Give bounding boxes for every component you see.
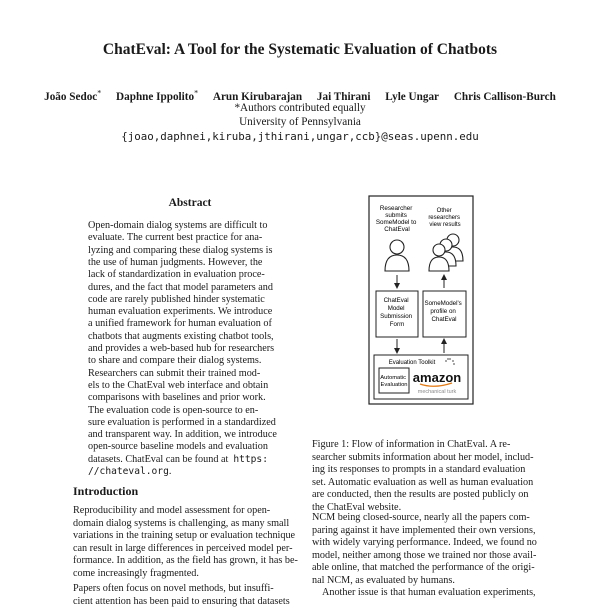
introduction-line: formance. In addition, as the field has grown, it has be- (73, 555, 298, 566)
automatic-evaluation-label: Automatic Evaluation (380, 375, 408, 388)
abstract-line: comparisons with baselines and prior work. (88, 392, 266, 404)
introduction-line: come increasingly fragmented. (73, 567, 199, 579)
author: Jai Thirani (316, 90, 371, 103)
right-column-last-line: Another issue is that human evaluation experiments, (322, 587, 536, 598)
right-column-line: with widely varying performance. Indeed, we found no (312, 537, 537, 548)
abstract-line: to share and compare their dialog systems. (88, 355, 262, 367)
author-emails: {joao,daphnei,kiruba,jthirani,ungar,ccb}@seas.upenn.edu (121, 130, 479, 143)
chateval-flow-figure (368, 195, 474, 405)
abstract-line: Researchers can submit their trained mod- (88, 367, 261, 379)
abstract-line: Open-domain dialog systems are difficult to (88, 220, 268, 231)
introduction-line: domain dialog systems is challenging, as many small (73, 517, 290, 529)
right-column-line: NCM being closed-source, nearly all the papers com- (312, 512, 530, 523)
chateval-url-prefix[interactable]: https: (233, 453, 268, 465)
abstract-line (88, 453, 268, 466)
author: Daphne Ippolito* (116, 88, 199, 103)
caption-line: searcher submits information about her model, includ- (312, 451, 534, 463)
abstract-line: the use of human judgments. However, the (88, 256, 263, 268)
abstract-line: The evaluation code is open-source to en- (88, 404, 259, 416)
chateval-url[interactable]: //chateval.org (88, 466, 169, 477)
abstract-line: dures, and the fact that model parameters and (88, 281, 273, 293)
researchers-group-icon (429, 234, 463, 271)
abstract-url-line: //chateval.org. (88, 466, 172, 477)
right-column-line: model, neither among those we trained nor those avail- (312, 549, 537, 561)
abstract-line-text: datasets. ChatEval can be found at (88, 453, 229, 465)
submission-form-label: ChatEval Model Submission Form (380, 297, 413, 328)
abstract-line: els to the ChatEval web interface and obtain (88, 379, 269, 391)
abstract-line: evaluate. The current best practice for ana- (88, 232, 263, 244)
other-researchers-label: Other researchers view results (428, 208, 461, 228)
introduction-line: Reproducibility and model assessment for open- (73, 505, 271, 516)
author: João Sedoc* (44, 88, 102, 103)
introduction-line: can result in large differences in perceived model per- (73, 542, 293, 554)
introduction-line: variations in the training setup or evaluation technique (73, 530, 296, 541)
abstract-line: sure evaluation is performed in a standardized (88, 416, 276, 428)
author: Lyle Ungar (385, 90, 440, 103)
abstract-line: open-source baseline models and evaluation (88, 441, 268, 453)
caption-line: are conducted, then the results are posted publicly on (312, 489, 529, 500)
abstract-line: and provides a web-based hub for researchers (88, 343, 275, 354)
author-list (0, 88, 600, 103)
researcher-label: Researcher submits SomeModel to ChatEval (375, 205, 417, 233)
caption-line: set. Automatic evaluation as well as human evaluation (312, 476, 534, 488)
introduction-line: Papers often focus on novel methods, but insuffi- (73, 583, 274, 594)
author: Arun Kirubarajan (212, 90, 303, 103)
right-column-line: able online, that matched the performance of the origi- (312, 562, 535, 573)
evaluation-toolkit-label: Evaluation Toolkit (388, 360, 436, 366)
caption-line: Figure 1: Flow of information in ChatEval. A re- (312, 439, 511, 450)
abstract-line: human evaluation experiments. We introduce (88, 306, 273, 318)
right-column-line: paring against it have implemented their own versions, (312, 524, 536, 536)
author: Chris Callison-Burch (453, 90, 556, 103)
researcher-person-icon (385, 240, 409, 271)
mechanical-turk-label: mechanical turk (417, 389, 457, 395)
amazon-logo: amazon (412, 370, 462, 385)
introduction-line: cient attention has been paid to ensuring that datasets (73, 595, 290, 607)
abstract-line: chatbots that augments existing chatbot tools, (88, 330, 274, 342)
affiliation: University of Pennsylvania (239, 116, 361, 128)
abstract-line: lyzing and comparing these dialog systems is (88, 244, 273, 256)
model-profile-label: SomeModel's profile on ChatEval (424, 300, 462, 323)
paper-title: ChatEval: A Tool for the Systematic Evaluation of Chatbots (102, 41, 498, 58)
abstract-line: code are rarely published hinder systematic (88, 293, 265, 305)
abstract-line: lack of standardization in evaluation proce- (88, 269, 265, 281)
caption-line: the ChatEval website. (312, 501, 402, 513)
equal-contribution-note: *Authors contributed equally (234, 102, 366, 114)
right-column-line: nal NCM, as evaluated by humans. (312, 574, 455, 586)
abstract-heading: Abstract (168, 197, 212, 209)
introduction-heading: Introduction (73, 484, 139, 498)
abstract-line: and transparent way. In addition, we introduce (88, 429, 277, 441)
abstract-line: a unified framework for human evaluation of (88, 318, 272, 330)
caption-line: ing its responses to prompts in a standard evaluation (312, 464, 526, 475)
